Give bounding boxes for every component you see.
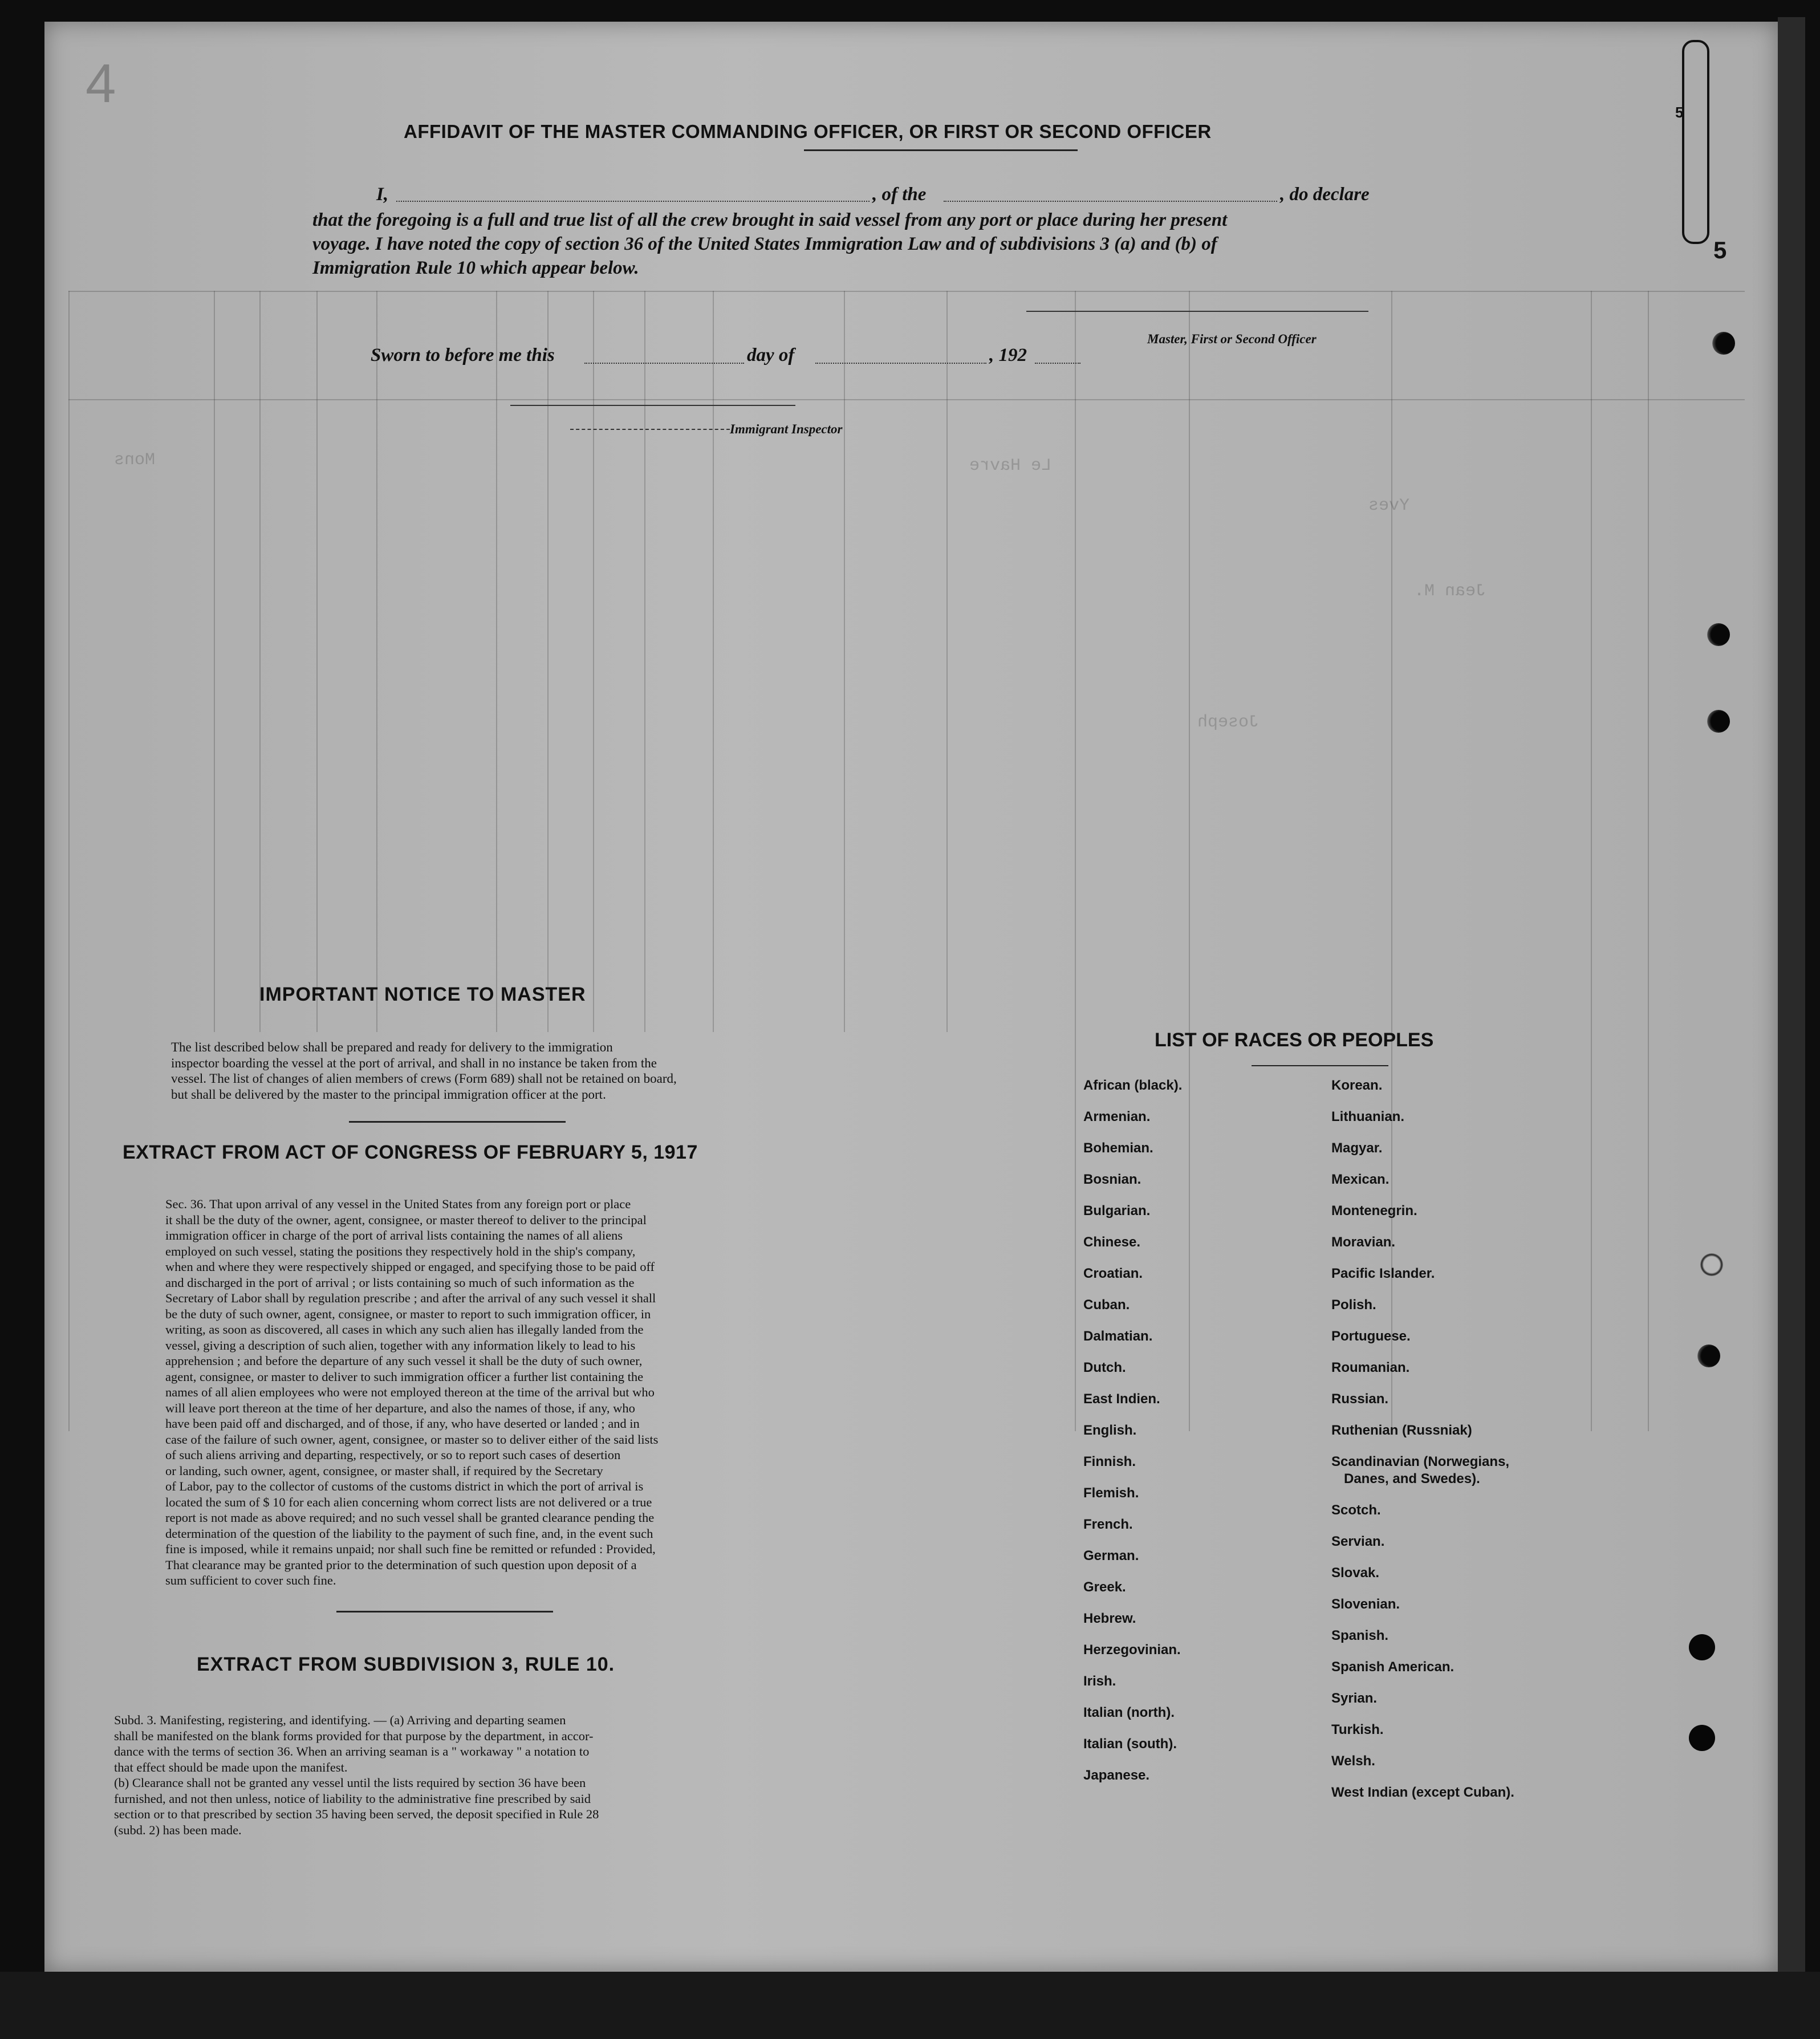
race-item: Japanese. (1083, 1768, 1150, 1783)
notice-line: inspector boarding the vessel at the port of arrival, and shall in no instance be taken from the (171, 1055, 657, 1070)
race-item: Moravian. (1331, 1234, 1396, 1250)
affidavit-declare: , do declare (1280, 184, 1370, 205)
act-line: agent, consignee, or master to deliver to such immigration officer a further list containing the (165, 1369, 644, 1384)
act-line: fine is imposed, while it remains unpaid; nor shall such fine be remitted or refunded : Provided, (165, 1542, 656, 1556)
signature-line[interactable] (1026, 311, 1368, 312)
race-item: Armenian. (1083, 1109, 1151, 1124)
race-item: Spanish. (1331, 1628, 1389, 1643)
race-item: Chinese. (1083, 1234, 1141, 1250)
race-item: Polish. (1331, 1297, 1376, 1313)
binding-clip (1682, 40, 1709, 244)
affidavit-of-the: , of the (872, 184, 927, 205)
race-item: Italian (north). (1083, 1705, 1175, 1720)
page-edge-strip (1778, 17, 1805, 1984)
race-item: English. (1083, 1423, 1137, 1438)
rule-line: (b) Clearance shall not be granted any vessel until the lists required by section 36 have been (114, 1776, 586, 1790)
rule-line: furnished, and not then unless, notice of liability to the administrative fine prescribed by said (114, 1791, 591, 1806)
race-item: Scandinavian (Norwegians, (1331, 1454, 1510, 1469)
bottom-border (0, 1972, 1820, 2039)
act-body (165, 1196, 787, 1589)
rule-line: section or to that prescribed by section 35 having been served, the deposit specified in Rule 28 (114, 1807, 599, 1821)
rule-line: shall be manifested on the blank forms provided for that purpose by the department, in accor- (114, 1728, 594, 1743)
affidavit-title: AFFIDAVIT OF THE MASTER COMMANDING OFFICER, OR FIRST OR SECOND OFFICER (404, 121, 1212, 142)
act-line: report is not made as above required; and no such vessel shall be granted clearance pending the (165, 1510, 655, 1525)
sworn-year-field[interactable] (1035, 363, 1080, 364)
race-item: Spanish American. (1331, 1659, 1455, 1675)
sworn-month-field[interactable] (815, 363, 986, 364)
race-item: Herzegovinian. (1083, 1642, 1181, 1658)
sworn-year-label: , 192 (989, 345, 1027, 365)
race-item: Scotch. (1331, 1502, 1381, 1518)
sworn-day-label: day of (747, 345, 795, 365)
act-line: Sec. 36. That upon arrival of any vessel in the United States from any foreign port or place (165, 1197, 631, 1211)
act-line: determination of the question of the liability to the payment of such fine, and, in the event such (165, 1526, 653, 1541)
act-line: have been paid off and discharged, and of those, if any, who have deserted or landed ; and in (165, 1416, 640, 1431)
act-line: it shall be the duty of the owner, agent, consignee, or master thereof to deliver to the principal (165, 1212, 647, 1227)
page-mark-5-large: 5 (1713, 237, 1727, 263)
notice-line: The list described below shall be prepared and ready for delivery to the immigration (171, 1040, 613, 1054)
vessel-name-field[interactable] (944, 201, 1277, 202)
act-title: EXTRACT FROM ACT OF CONGRESS OF FEBRUARY 5, 1917 (123, 1142, 698, 1163)
race-item: German. (1083, 1548, 1139, 1563)
act-line: employed on such vessel, stating the positions they respectively hold in the ship's company, (165, 1244, 636, 1258)
act-line: when and where they were respectively shipped or engaged, and specifying those to be paid off (165, 1260, 655, 1274)
race-item: Cuban. (1083, 1297, 1130, 1313)
act-line: immigration officer in charge of the port of arrival lists containing the names of all aliens (165, 1228, 623, 1242)
notice-rule (349, 1121, 566, 1123)
punch-hole (1689, 1634, 1715, 1660)
act-line: sum sufficient to cover such fine. (165, 1573, 336, 1587)
race-item: Montenegrin. (1331, 1203, 1417, 1218)
race-item: Korean. (1331, 1078, 1383, 1093)
race-item: Magyar. (1331, 1140, 1383, 1156)
notice-line: but shall be delivered by the master to the principal immigration officer at the port. (171, 1087, 606, 1102)
notice-line: vessel. The list of changes of alien members of crews (Form 689) shall not be retained on board, (171, 1071, 677, 1086)
race-item: Lithuanian. (1331, 1109, 1404, 1124)
notice-title: IMPORTANT NOTICE TO MASTER (259, 984, 586, 1005)
race-item: Croatian. (1083, 1266, 1143, 1281)
punch-hole (1707, 710, 1730, 733)
race-item: French. (1083, 1517, 1133, 1532)
race-item: Bosnian. (1083, 1172, 1141, 1187)
race-item: Portuguese. (1331, 1329, 1411, 1344)
race-item: Bohemian. (1083, 1140, 1153, 1156)
act-line: names of all alien employees who were not employed thereon at the time of the arrival but who (165, 1385, 655, 1399)
race-item: Syrian. (1331, 1691, 1378, 1706)
race-item: East Indien. (1083, 1391, 1160, 1407)
race-item: Russian. (1331, 1391, 1389, 1407)
sworn-prefix: Sworn to before me this (371, 345, 555, 365)
rule-title: EXTRACT FROM SUBDIVISION 3, RULE 10. (197, 1654, 615, 1675)
punch-hole (1707, 623, 1730, 646)
inspector-signature-line[interactable] (510, 405, 795, 406)
act-line: of such aliens arriving and departing, respectively, or so to report such cases of desertion (165, 1448, 621, 1462)
races-left-column (1083, 1078, 1182, 1799)
sworn-day-field[interactable] (584, 363, 744, 364)
race-item: Mexican. (1331, 1172, 1390, 1187)
race-item: Roumanian. (1331, 1360, 1410, 1375)
act-rule (336, 1611, 553, 1612)
inspector-dashed-line (570, 429, 730, 430)
races-title: LIST OF RACES OR PEOPLES (1155, 1029, 1434, 1051)
act-line: apprehension ; and before the departure of any such vessel it shall be the duty of such owner, (165, 1354, 643, 1368)
title-underline (804, 149, 1078, 151)
rule-line: (subd. 2) has been made. (114, 1822, 242, 1837)
race-item: Dalmatian. (1083, 1329, 1153, 1344)
rule-line: dance with the terms of section 36. When an arriving seaman is a " workaway " a notation to (114, 1744, 590, 1758)
punch-hole (1700, 1253, 1723, 1276)
act-line: of Labor, pay to the collector of customs of the customs district in which the port of arrival is (165, 1479, 644, 1493)
race-item: Turkish. (1331, 1722, 1384, 1737)
punch-hole (1712, 332, 1735, 355)
affidavit-line-3: voyage. I have noted the copy of section 36 of the United States Immigration Law and of subdivisions 3 (a) and (b) of (312, 234, 1217, 254)
race-item: Flemish. (1083, 1485, 1139, 1501)
race-item: Slovenian. (1331, 1597, 1400, 1612)
race-item: Finnish. (1083, 1454, 1136, 1469)
master-name-field[interactable] (396, 201, 870, 202)
race-item: Greek. (1083, 1579, 1126, 1595)
race-item: West Indian (except Cuban). (1331, 1785, 1514, 1800)
race-item: Danes, and Swedes). (1344, 1471, 1480, 1486)
act-line: writing, as soon as discovered, all cases in which any such alien has illegally landed from the (165, 1322, 644, 1337)
race-item: Slovak. (1331, 1565, 1380, 1581)
act-line: will leave port thereon at the time of her departure, and also the names of those, if any, who (165, 1400, 635, 1415)
affidavit-i: I, (376, 184, 389, 205)
rule-line: Subd. 3. Manifesting, registering, and identifying. — (a) Arriving and departing seamen (114, 1713, 566, 1727)
notice-body (171, 1039, 790, 1102)
race-item: Irish. (1083, 1674, 1116, 1689)
races-right-column (1331, 1078, 1514, 1816)
race-item: Welsh. (1331, 1753, 1375, 1769)
act-line: Secretary of Labor shall by regulation prescribe ; and after the arrival of any such vessel it shall (165, 1291, 656, 1305)
race-item: African (black). (1083, 1078, 1183, 1093)
race-item: Hebrew. (1083, 1611, 1136, 1626)
races-rule (1252, 1065, 1388, 1066)
rule-line: that effect should be made upon the manifest. (114, 1760, 348, 1774)
race-item: Bulgarian. (1083, 1203, 1151, 1218)
inspector-caption: Immigrant Inspector (730, 422, 843, 436)
punch-hole (1697, 1345, 1720, 1367)
act-line: or landing, such owner, agent, consignee, or master shall, if required by the Secretary (165, 1463, 603, 1478)
act-line: be the duty of such owner, agent, consignee, or master to report to such immigration officer, in (165, 1306, 651, 1321)
frame-number: 4 (86, 53, 116, 114)
race-item: Dutch. (1083, 1360, 1126, 1375)
race-item: Servian. (1331, 1534, 1385, 1549)
act-line: That clearance may be granted prior to the determination of such question upon deposit of a (165, 1557, 637, 1572)
act-line: and discharged in the port of arrival ; or lists containing so much of such information as the (165, 1275, 635, 1290)
act-line: located the sum of $ 10 for each alien concerning whom correct lists are not delivered or a true (165, 1494, 652, 1509)
race-item: Pacific Islander. (1331, 1266, 1435, 1281)
act-line: vessel, giving a description of such alien, together with any information likely to lead to his (165, 1338, 636, 1352)
punch-hole (1689, 1725, 1715, 1751)
affidavit-line-2: that the foregoing is a full and true list of all the crew brought in said vessel from any port or place during her present (312, 210, 1228, 230)
page-mark-5: 5 (1675, 104, 1684, 121)
affidavit-line-4: Immigration Rule 10 which appear below. (312, 258, 639, 278)
race-item: Ruthenian (Russniak) (1331, 1423, 1472, 1438)
race-item: Italian (south). (1083, 1736, 1177, 1752)
signature-caption: Master, First or Second Officer (1147, 332, 1317, 346)
act-line: case of the failure of such owner, agent, consignee, or master so to deliver either of the said lists (165, 1432, 659, 1447)
rule-body (114, 1712, 781, 1838)
